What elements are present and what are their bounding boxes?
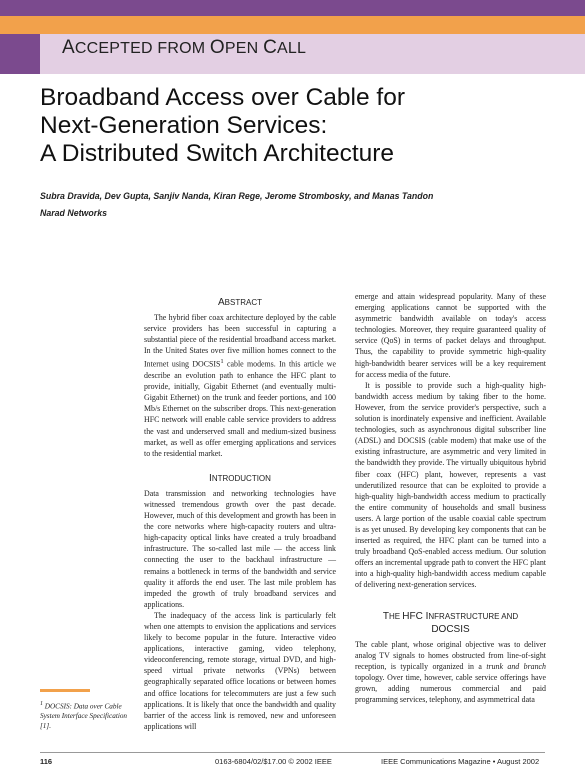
header-orange-band: [0, 16, 585, 34]
abstract-heading: ABSTRACT: [217, 297, 262, 308]
magazine-line: IEEE Communications Magazine • August 2002: [381, 757, 540, 766]
author-block: [40, 188, 570, 222]
text-column-left: [144, 291, 336, 732]
title-line-3: A Distributed Switch Architecture: [40, 140, 395, 167]
header-top-band: [0, 0, 585, 16]
footnote-ref: 1: [220, 358, 224, 366]
footer-rule: [40, 752, 545, 753]
col2-paragraph-2: It is possible to provide such a high-quality high-bandwidth access medium by taking fiber to the home. However, from the service provider's perspective, such a solution is inordinately expensive and inefficient. Available technologies, such as asynchronous digital subscriber line (ADSL) and DOCSIS (cable modem) that make use of the existing infrastructure, are asymmetric and very limited in the bandwidth they provide. The virtually ubiquitous hybrid fiber coax (HFC) plant, however, represents a vast underutilized resource that can be exploited to provide a high-quality high-bandwidth access medium to practically the entire community of households and small business users. A large portion of the usable coaxial cable spectrum is as yet unused. By developing key components that can be inserted as required, the HFC plant can be turned into a truly broadband QoS-enabled access medium. Our solution offers an incremental upgrade path to convert the HFC plant into a high-quality high-bandwidth access medium capable of delivering next-generation services.: [355, 380, 546, 590]
copyright-line: 0163-6804/02/$17.00 © 2002 IEEE: [215, 757, 332, 766]
footnote-rule: [40, 689, 90, 692]
header-left-block: [0, 34, 40, 74]
intro-paragraph-2: The inadequacy of the access link is particularly felt when one attempts to envision the applications and services likely to become popular in the future. Interactive video applications, interactive gaming, video telephony, videoconferencing, remote storage, virtual DVD, and high-speed virtual private networks (VPNs) between geographically separated office locations or between homes and office locations for telecommuters are just a few such applications. It is likely that once the bandwidth and quality barrier of the access link is removed, new and unforeseen applications will: [144, 610, 336, 731]
page-number: 116: [40, 757, 53, 766]
introduction-heading: INTRODUCTION: [209, 472, 271, 484]
author-names: Subra Dravida, Dev Gupta, Sanjiv Nanda, Kiran Rege, Jerome Strombosky, and Manas Tandon: [40, 191, 434, 201]
hfc-section-heading: THE HFC INFRASTRUCTURE AND DOCSIS: [382, 610, 519, 635]
article-title: [40, 84, 560, 168]
abstract-text: The hybrid fiber coax architecture deployed by the cable service providers has been successful in capturing a substantial piece of the residential broadband access market. In the United States over five million homes connect to the Internet using DOCSIS$^1$ cable modems. In this article we describe an evolution path to enhance the HFC plant to provide, initially, Gigabit Ethernet (and eventually multi-Gigabit Ethernet) on the trunk and feeder portions, and 100 Mb/s Ethernet on the subscriber drops. This next-generation HFC network will enable cable service providers to address the vast and underserved small and medium-sized business market, as well as offer emerging applications and services to the residential market.: [144, 313, 336, 458]
col2-paragraph-1: emerge and attain widespread popularity. Many of these emerging applications cannot be supported with the asymmetric bandwidth available on today's access technologies. Moreover, they require guaranteed quality of service (QoS) in terms of packet delays and throughput. Thus, the capability to provide symmetric high-quality high-bandwidth bearer services will be a key requirement for access media of the future.: [355, 292, 546, 379]
title-line-2: Next-Generation Services:: [40, 112, 328, 139]
text-column-right: [355, 291, 546, 705]
intro-paragraph-1: Data transmission and networking technologies have witnessed tremendous growth over the past decade. However, much of this development and growth has been in the core networks where high-capacity routers and ultra-high-capacity optical links have created a truly broadband infrastructure. The so-called last mile — the access link connecting the user to the backhaul infrastructure — remains a bottleneck in terms of the bandwidth and service quality it affords the end user. The last mile problem has impeded the growth of truly broadband services and applications.: [144, 488, 336, 609]
footnote: $^1$ DOCSIS: Data over Cable System Interface Specification [1].: [40, 701, 128, 731]
author-affiliation: Narad Networks: [40, 208, 107, 218]
section-label: ACCEPTED FROM OPEN CALL: [62, 37, 307, 58]
hfc-paragraph-1: The cable plant, whose original objective was to deliver analog TV signals to homes obstructed from line-of-sight reception, is typically organized in a trunk and branch topology. Over time, however, cable service offerings have grown, adding numerous commercial and paid programming services, telephony, and asymmetrical data: [355, 639, 546, 704]
title-line-1: Broadband Access over Cable for: [40, 84, 405, 111]
